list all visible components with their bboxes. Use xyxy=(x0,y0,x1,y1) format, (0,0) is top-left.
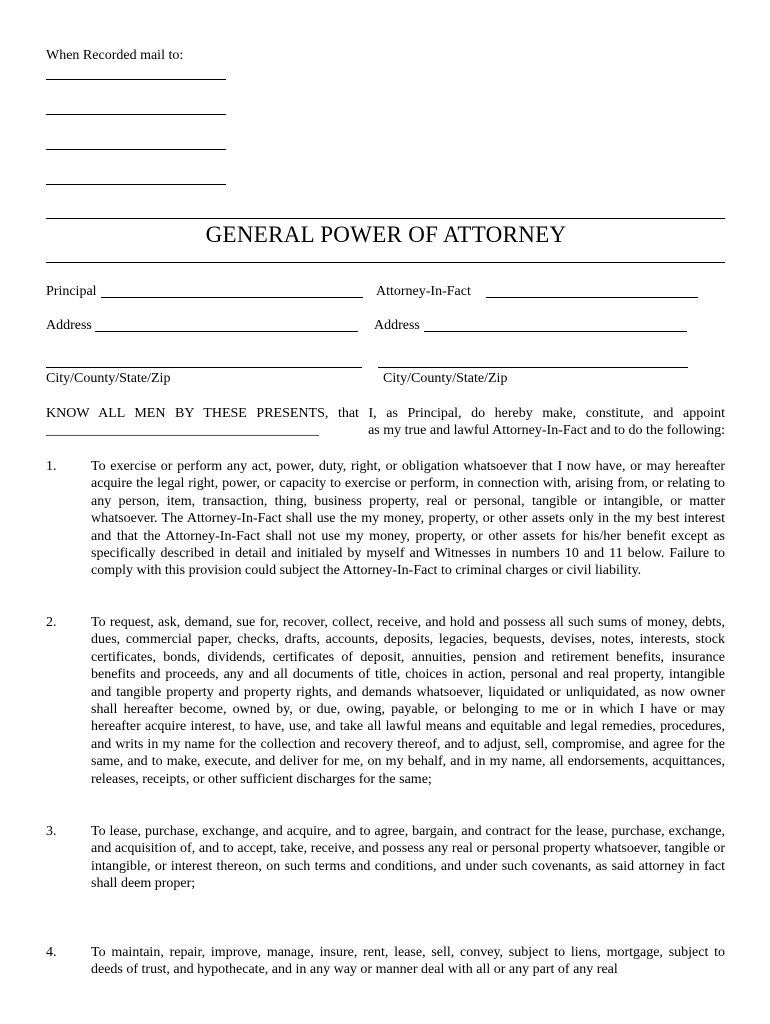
principal-city-field[interactable] xyxy=(46,367,362,368)
clause-4 xyxy=(46,944,725,979)
attorney-city-label: City/County/State/Zip xyxy=(383,371,508,386)
attorney-city-field[interactable] xyxy=(378,367,688,368)
clause-text: To maintain, repair, improve, manage, insure, rent, lease, sell, convey, subject to liens, mortgage, subject to deeds of trust, and hypothecate, and in any way or manner deal with all or any part of any real xyxy=(91,945,725,978)
clause-number: 2. xyxy=(46,615,57,630)
clause-number: 4. xyxy=(46,945,57,960)
principal-address-field[interactable] xyxy=(95,331,358,332)
principal-address-label: Address xyxy=(46,318,92,333)
clause-1 xyxy=(46,458,725,580)
clause-text: To lease, purchase, exchange, and acquire, and to agree, bargain, and contract for the lease, purchase, exchange, and acquisition of, and to accept, take, receive, and possess any real or personal property whatsoever, tangible or intangible, or interest thereon, on such terms and conditions, and under such covenants, as said attorney in fact shall deem proper; xyxy=(91,824,725,892)
clause-number: 3. xyxy=(46,824,57,839)
clause-3 xyxy=(46,823,725,893)
mail-to-line-4[interactable] xyxy=(46,184,226,185)
attorney-address-field[interactable] xyxy=(424,331,687,332)
mail-to-line-2[interactable] xyxy=(46,114,226,115)
principal-city-label: City/County/State/Zip xyxy=(46,371,171,386)
principal-label: Principal xyxy=(46,284,97,299)
intro-line-2: as my true and lawful Attorney-In-Fact and to do the following: xyxy=(368,423,725,439)
intro-paragraph xyxy=(46,405,725,440)
clause-2 xyxy=(46,614,725,788)
principal-field[interactable] xyxy=(101,297,363,298)
attorney-in-fact-field[interactable] xyxy=(486,297,698,298)
clause-number: 1. xyxy=(46,459,57,474)
intro-line-1: KNOW ALL MEN BY THESE PRESENTS, that I, as Principal, do hereby make, constitute, and appoint xyxy=(46,406,725,421)
attorney-address-label: Address xyxy=(374,318,420,333)
clause-text: To exercise or perform any act, power, duty, right, or obligation whatsoever that I now have, or may hereafter acquire the legal right, power, or capacity to exercise or perform, in connection with, arising from, or relating to any person, item, transaction, thing, business property, real or personal, tangible or intangible, or matter whatsoever. The Attorney-In-Fact shall use the my money, property, or other assets only in the my best interest and that the Attorney-In-Fact shall not use my money, property, or other assets for his/her benefit except as specifically described in detail and initialed by myself and Witnesses in numbers 10 and 11 below. Failure to comply with this provision could subject the Attorney-In-Fact to criminal charges or civil liability. xyxy=(91,459,725,579)
attorney-in-fact-label: Attorney-In-Fact xyxy=(376,284,471,299)
clause-text: To request, ask, demand, sue for, recover, collect, receive, and hold and possess all such sums of money, debts, dues, commercial paper, checks, drafts, accounts, deposits, legacies, bequests, devises, notes, interests, stock certificates, bonds, dividends, certificates of deposit, annuities, pension and retirement benefits, insurance benefits and proceeds, any and all documents of title, choices in action, personal and real property, intangible and tangible property and property rights, and demands whatsoever, liquidated or unliquidated, as now owner shall hereafter become, owned by, or due, owing, payable, or belonging to me or in which I have or may hereafter acquire interest, to have, use, and take all lawful means and equitable and legal remedies, procedures, and writs in my name for the collection and recovery thereof, and to adjust, sell, compromise, and agree for the same, and to make, execute, and deliver for me, on my behalf, and in my name, all endorsements, acquittances, releases, receipts, or other sufficient discharges for the same; xyxy=(91,615,725,787)
mail-to-line-1[interactable] xyxy=(46,79,226,80)
title-top-rule xyxy=(46,218,725,219)
mail-to-line-3[interactable] xyxy=(46,149,226,150)
title-bottom-rule xyxy=(46,262,725,263)
document-title: GENERAL POWER OF ATTORNEY xyxy=(205,222,567,247)
recorded-mail-label: When Recorded mail to: xyxy=(46,48,184,63)
appointee-blank[interactable]: _______________________________________ xyxy=(46,423,319,439)
